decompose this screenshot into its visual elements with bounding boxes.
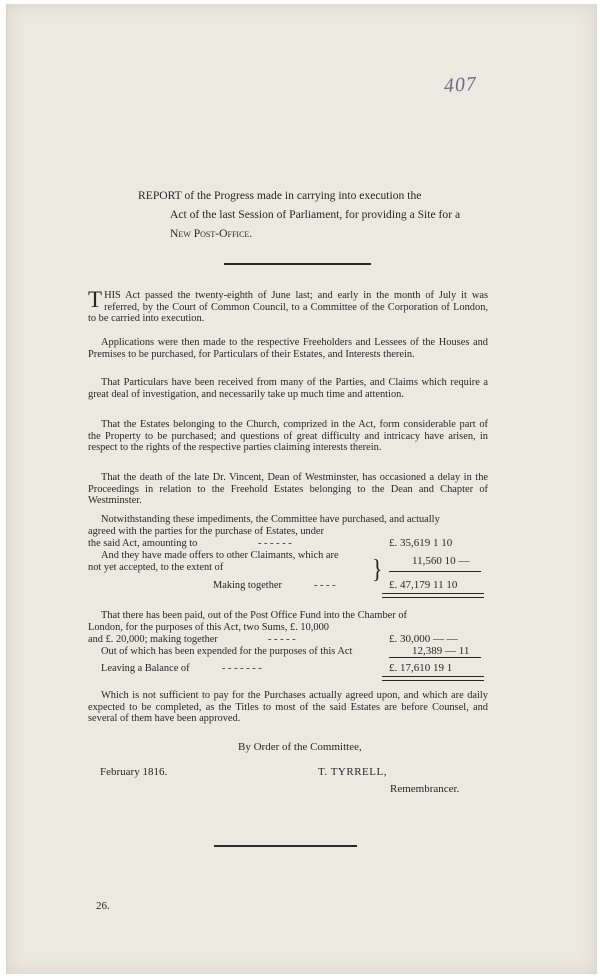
accounts-line-3: the said Act, amounting to	[88, 538, 198, 549]
paragraph-5: That the death of the late Dr. Vincent, Dean of Westminster, has occasioned a delay in the Proceedings in relation to the Freehold Estates belonging to the Dean and Chapter of Westminster.	[88, 472, 488, 507]
heading-line-1: REPORT of the Progress made in carrying into execution the	[138, 189, 422, 202]
paragraph-1	[88, 287, 488, 325]
top-divider-rule	[224, 263, 371, 265]
amount-balance: £. 17,610 19 1	[389, 662, 453, 674]
dash-leader-1: - - - - - -	[258, 538, 292, 549]
accounts-line-1: Notwithstanding these impediments, the Committee have purchased, and actually	[101, 514, 440, 525]
amount-expended: 12,389 — 11	[412, 645, 470, 657]
page-number: 26.	[96, 900, 110, 912]
dash-leader-3: - - - - -	[268, 634, 296, 645]
amount-offers: 11,560 10 —	[412, 555, 470, 567]
heading-line-2: Act of the last Session of Parliament, for providing a Site for a	[170, 208, 461, 221]
drop-cap: T	[88, 287, 103, 312]
paragraph-4: That the Estates belonging to the Church, comprized in the Act, form considerable part of the Property to be purchased; and questions of great difficulty and intricacy have arisen, in respect to the rights of the respective parties claiming interests therein.	[88, 419, 488, 454]
double-rule-1	[382, 593, 484, 598]
accounts-line-9: Out of which has been expended for the purposes of this Act	[101, 646, 353, 657]
leaving-balance-label: Leaving a Balance of	[101, 663, 190, 674]
sum-rule-1	[389, 571, 481, 572]
amount-purchased: £. 35,619 1 10	[389, 537, 453, 549]
signatory-name: T. TYRRELL,	[318, 766, 387, 778]
handwritten-folio-number: 407	[443, 72, 478, 98]
accounts-line-8: and £. 20,000; making together	[88, 634, 218, 645]
amount-making-total: £. 47,179 11 10	[389, 579, 458, 591]
paragraph-2: Applications were then made to the respective Freeholders and Lessees of the Houses and Premises to be purchased, for Particulars of their Estates, and Interests therein.	[88, 337, 488, 360]
by-order-line: By Order of the Committee,	[238, 741, 362, 753]
paragraph-3: That Particulars have been received from many of the Parties, and Claims which require a great deal of investigation, and necessarily take up much time and attention.	[88, 377, 488, 400]
accounts-line-6: That there has been paid, out of the Post Office Fund into the Chamber of	[101, 610, 407, 621]
report-date: February 1816.	[100, 766, 168, 778]
bottom-divider-rule	[214, 845, 357, 847]
signatory-title: Remembrancer.	[390, 783, 460, 795]
making-together-label: Making together	[213, 580, 282, 591]
heading-line-3: New Post-Office.	[170, 227, 253, 240]
sum-rule-2	[389, 657, 481, 658]
accounts-line-2: agreed with the parties for the purchase of Estates, under	[88, 526, 325, 537]
dash-leader-2: - - - -	[314, 580, 336, 591]
brace-mark: }	[372, 553, 383, 584]
paragraph-1-text: HIS Act passed the twenty-eighth of June last; and early in the month of July it was referred, by the Court of Common Council, to a Committee of the Corporation of London, to be carried into execution.	[88, 290, 488, 325]
accounts-line-4: And they have made offers to other Claimants, which are	[101, 550, 339, 561]
accounts-line-7: London, for the purposes of this Act, two Sums, £. 10,000	[88, 622, 329, 633]
amount-paid: £. 30,000 — —	[389, 633, 458, 645]
paragraph-closing: Which is not sufficient to pay for the Purchases actually agreed upon, and which are daily expected to be completed, as the Titles to most of the said Estates are before Counsel, and several of them have been approved.	[88, 690, 488, 725]
accounts-line-5: not yet accepted, to the extent of	[88, 562, 224, 573]
report-heading	[138, 186, 498, 243]
dash-leader-4: - - - - - - -	[222, 663, 262, 674]
double-rule-2	[382, 676, 484, 681]
